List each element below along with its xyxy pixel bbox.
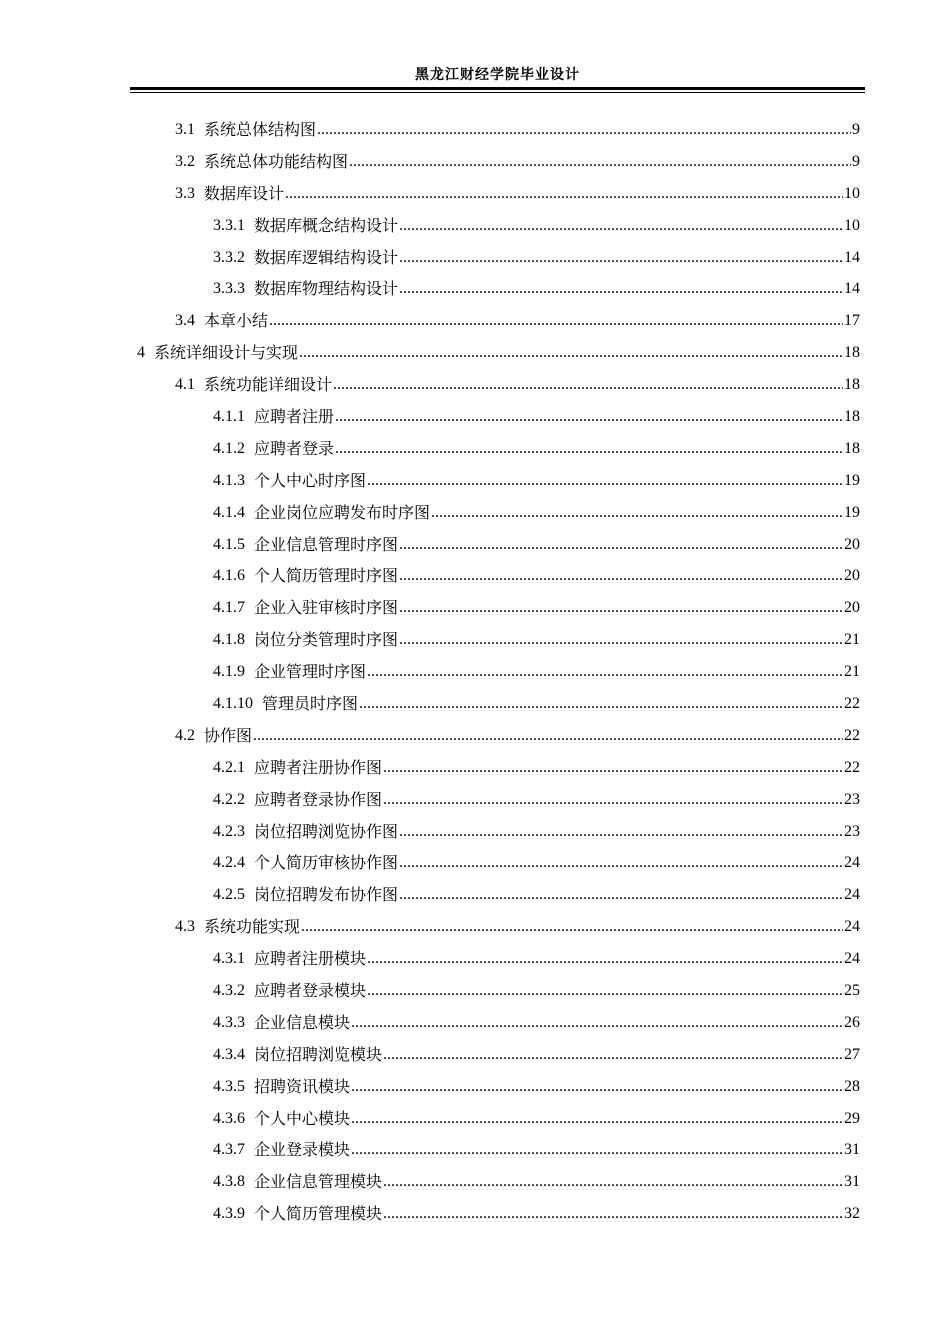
toc-leader-dots <box>399 885 843 905</box>
toc-leader-dots <box>359 694 843 714</box>
toc-entry[interactable] <box>0 688 950 720</box>
toc-entry[interactable] <box>0 784 950 816</box>
toc-entry-title: 数据库物理结构设计 <box>254 279 399 299</box>
toc-entry-page: 17 <box>844 312 860 330</box>
toc-entry-title: 协作图 <box>204 725 253 745</box>
toc-leader-dots <box>349 152 851 172</box>
toc-entry[interactable] <box>0 433 950 465</box>
toc-leader-dots <box>383 758 843 778</box>
toc-entry-number: 4.1.2 <box>213 439 245 457</box>
toc-leader-dots <box>399 630 843 650</box>
toc-leader-dots <box>351 1013 843 1033</box>
toc-leader-dots <box>335 407 843 427</box>
toc-entry-page: 19 <box>844 471 860 489</box>
toc-entry-title: 个人中心模块 <box>254 1108 351 1128</box>
toc-entry-number: 4.1.7 <box>213 599 245 617</box>
toc-leader-dots <box>351 1077 843 1097</box>
toc-leader-dots <box>351 1109 843 1129</box>
toc-entry[interactable] <box>0 656 950 688</box>
toc-entry-number: 3.3.2 <box>213 248 245 266</box>
toc-entry[interactable] <box>0 210 950 242</box>
toc-entry[interactable] <box>0 305 950 337</box>
toc-entry-page: 24 <box>844 918 860 936</box>
toc-entry-title: 系统功能实现 <box>204 917 301 937</box>
toc-entry[interactable] <box>0 146 950 178</box>
toc-entry-title: 企业登录模块 <box>254 1140 351 1160</box>
toc-entry-number: 4.1.10 <box>213 694 253 712</box>
toc-entry[interactable] <box>0 337 950 369</box>
toc-leader-dots <box>383 1172 843 1192</box>
toc-entry-number: 4.3.8 <box>213 1173 245 1191</box>
toc-entry[interactable] <box>0 242 950 274</box>
toc-entry[interactable] <box>0 1166 950 1198</box>
toc-entry[interactable] <box>0 911 950 943</box>
toc-entry-title: 岗位分类管理时序图 <box>254 630 399 650</box>
toc-entry-page: 22 <box>844 694 860 712</box>
toc-entry-page: 20 <box>844 567 860 585</box>
toc-entry[interactable] <box>0 1198 950 1230</box>
toc-leader-dots <box>367 949 843 969</box>
toc-leader-dots <box>383 1045 843 1065</box>
toc-entry-number: 3.4 <box>175 312 195 330</box>
toc-entry-page: 18 <box>844 439 860 457</box>
toc-leader-dots <box>383 1204 843 1224</box>
toc-entry-page: 9 <box>852 152 860 170</box>
toc-entry-title: 应聘者登录 <box>254 438 335 458</box>
toc-entry-number: 4.3.9 <box>213 1205 245 1223</box>
toc-leader-dots <box>399 535 843 555</box>
toc-entry-number: 4.2.2 <box>213 790 245 808</box>
toc-entry-page: 22 <box>844 726 860 744</box>
toc-entry-title: 系统总体结构图 <box>204 119 317 139</box>
toc-entry-title: 个人简历管理模块 <box>254 1204 383 1224</box>
toc-entry-page: 14 <box>844 248 860 266</box>
toc-leader-dots <box>399 279 843 299</box>
toc-entry-title: 管理员时序图 <box>262 693 359 713</box>
toc-entry-page: 20 <box>844 599 860 617</box>
header-rule-thin <box>130 92 865 93</box>
toc-entry-number: 4.1.4 <box>213 503 245 521</box>
toc-entry-page: 24 <box>844 886 860 904</box>
toc-entry-title: 数据库设计 <box>204 183 285 203</box>
toc-entry-title: 招聘资讯模块 <box>254 1076 351 1096</box>
toc-leader-dots <box>399 248 843 268</box>
toc-entry-title: 企业岗位应聘发布时序图 <box>254 502 431 522</box>
toc-entry-page: 18 <box>844 344 860 362</box>
toc-entry-number: 4.1.5 <box>213 535 245 553</box>
toc-entry-page: 31 <box>844 1141 860 1159</box>
toc-leader-dots <box>431 503 843 523</box>
toc-entry-number: 4.1 <box>175 376 195 394</box>
toc-leader-dots <box>399 598 843 618</box>
toc-entry-page: 10 <box>844 216 860 234</box>
toc-entry-title: 岗位招聘发布协作图 <box>254 885 399 905</box>
toc-entry-page: 26 <box>844 1013 860 1031</box>
toc-entry-title: 系统总体功能结构图 <box>204 151 349 171</box>
toc-entry-title: 数据库逻辑结构设计 <box>254 247 399 267</box>
toc-entry-page: 27 <box>844 1045 860 1063</box>
toc-entry-number: 4.3.7 <box>213 1141 245 1159</box>
page-header-title: 黑龙江财经学院毕业设计 <box>415 67 580 83</box>
toc-entry-number: 4.3.4 <box>213 1045 245 1063</box>
toc-entry[interactable] <box>0 497 950 529</box>
toc-entry[interactable] <box>0 816 950 848</box>
toc-entry-page: 23 <box>844 790 860 808</box>
toc-entry-title: 企业信息模块 <box>254 1012 351 1032</box>
toc-entry-title: 企业管理时序图 <box>254 662 367 682</box>
toc-entry-number: 4.2.5 <box>213 886 245 904</box>
toc-entry[interactable] <box>0 879 950 911</box>
toc-entry-number: 4.3.3 <box>213 1013 245 1031</box>
toc-entry-number: 4.2.4 <box>213 854 245 872</box>
toc-entry-title: 岗位招聘浏览模块 <box>254 1044 383 1064</box>
toc-entry-number: 4.1.9 <box>213 663 245 681</box>
toc-entry-page: 14 <box>844 280 860 298</box>
toc-entry-number: 3.1 <box>175 120 195 138</box>
table-of-contents <box>0 114 950 1230</box>
toc-entry-title: 数据库概念结构设计 <box>254 215 399 235</box>
toc-entry[interactable] <box>0 1071 950 1103</box>
toc-leader-dots <box>351 1140 843 1160</box>
toc-entry-number: 3.3.3 <box>213 280 245 298</box>
toc-entry-title: 企业信息管理模块 <box>254 1172 383 1192</box>
toc-entry-number: 4.3.1 <box>213 950 245 968</box>
toc-leader-dots <box>399 566 843 586</box>
toc-entry[interactable] <box>0 529 950 561</box>
toc-entry-number: 4.1.8 <box>213 631 245 649</box>
toc-entry-number: 4.3 <box>175 918 195 936</box>
toc-entry[interactable] <box>0 1103 950 1135</box>
toc-entry-page: 24 <box>844 950 860 968</box>
header-rule-thick <box>130 87 865 90</box>
toc-entry-title: 应聘者注册协作图 <box>254 757 383 777</box>
toc-entry-title: 应聘者登录模块 <box>254 980 367 1000</box>
toc-entry[interactable] <box>0 465 950 497</box>
toc-entry-title: 企业信息管理时序图 <box>254 534 399 554</box>
toc-leader-dots <box>253 726 843 746</box>
toc-leader-dots <box>399 822 843 842</box>
toc-entry-title: 岗位招聘浏览协作图 <box>254 821 399 841</box>
toc-leader-dots <box>333 375 843 395</box>
toc-entry-page: 20 <box>844 535 860 553</box>
toc-leader-dots <box>399 216 843 236</box>
toc-entry-page: 24 <box>844 854 860 872</box>
toc-entry-number: 4.1.6 <box>213 567 245 585</box>
toc-entry[interactable] <box>0 401 950 433</box>
toc-entry[interactable] <box>0 178 950 210</box>
toc-entry-number: 4.2.1 <box>213 758 245 776</box>
toc-entry-number: 4.3.6 <box>213 1109 245 1127</box>
toc-entry-title: 企业入驻审核时序图 <box>254 598 399 618</box>
toc-entry-title: 个人简历审核协作图 <box>254 853 399 873</box>
toc-entry[interactable] <box>0 975 950 1007</box>
toc-entry-title: 个人中心时序图 <box>254 470 367 490</box>
toc-entry[interactable] <box>0 114 950 146</box>
toc-leader-dots <box>399 853 843 873</box>
toc-entry-page: 10 <box>844 184 860 202</box>
toc-entry-number: 3.3.1 <box>213 216 245 234</box>
toc-entry-number: 4.3.2 <box>213 981 245 999</box>
toc-leader-dots <box>367 471 843 491</box>
toc-entry-title: 应聘者登录协作图 <box>254 789 383 809</box>
toc-entry-page: 9 <box>852 120 860 138</box>
toc-leader-dots <box>367 981 843 1001</box>
toc-entry[interactable] <box>0 624 950 656</box>
toc-leader-dots <box>285 184 843 204</box>
toc-entry-page: 31 <box>844 1173 860 1191</box>
toc-entry-number: 4.2.3 <box>213 822 245 840</box>
toc-entry-title: 系统详细设计与实现 <box>154 343 299 363</box>
toc-entry[interactable] <box>0 369 950 401</box>
toc-leader-dots <box>317 120 851 140</box>
toc-entry[interactable] <box>0 273 950 305</box>
toc-entry-page: 25 <box>844 981 860 999</box>
toc-entry-page: 23 <box>844 822 860 840</box>
toc-entry-title: 个人简历管理时序图 <box>254 566 399 586</box>
toc-entry-number: 4.1.3 <box>213 471 245 489</box>
toc-leader-dots <box>299 343 843 363</box>
toc-entry-title: 系统功能详细设计 <box>204 375 333 395</box>
toc-entry-page: 28 <box>844 1077 860 1095</box>
toc-leader-dots <box>383 790 843 810</box>
toc-entry[interactable] <box>0 1135 950 1167</box>
toc-entry-number: 4.1.1 <box>213 407 245 425</box>
toc-leader-dots <box>367 662 843 682</box>
toc-entry[interactable] <box>0 752 950 784</box>
toc-entry-page: 18 <box>844 407 860 425</box>
toc-entry-title: 应聘者注册 <box>254 406 335 426</box>
toc-entry-title: 应聘者注册模块 <box>254 949 367 969</box>
toc-entry-page: 21 <box>844 631 860 649</box>
toc-entry-number: 4.3.5 <box>213 1077 245 1095</box>
toc-entry-number: 3.2 <box>175 152 195 170</box>
toc-entry-page: 21 <box>844 663 860 681</box>
toc-entry-page: 29 <box>844 1109 860 1127</box>
toc-leader-dots <box>301 917 843 937</box>
toc-entry-number: 4 <box>137 344 145 362</box>
toc-leader-dots <box>335 439 843 459</box>
toc-entry[interactable] <box>0 847 950 879</box>
toc-entry[interactable] <box>0 1039 950 1071</box>
toc-entry[interactable] <box>0 720 950 752</box>
toc-entry-page: 22 <box>844 758 860 776</box>
toc-leader-dots <box>269 311 843 331</box>
toc-entry[interactable] <box>0 943 950 975</box>
toc-entry[interactable] <box>0 1007 950 1039</box>
toc-entry-page: 18 <box>844 376 860 394</box>
toc-entry-title: 本章小结 <box>204 311 269 331</box>
toc-entry-number: 4.2 <box>175 726 195 744</box>
toc-entry-page: 32 <box>844 1205 860 1223</box>
toc-entry[interactable] <box>0 592 950 624</box>
toc-entry[interactable] <box>0 560 950 592</box>
toc-entry-number: 3.3 <box>175 184 195 202</box>
toc-entry-page: 19 <box>844 503 860 521</box>
